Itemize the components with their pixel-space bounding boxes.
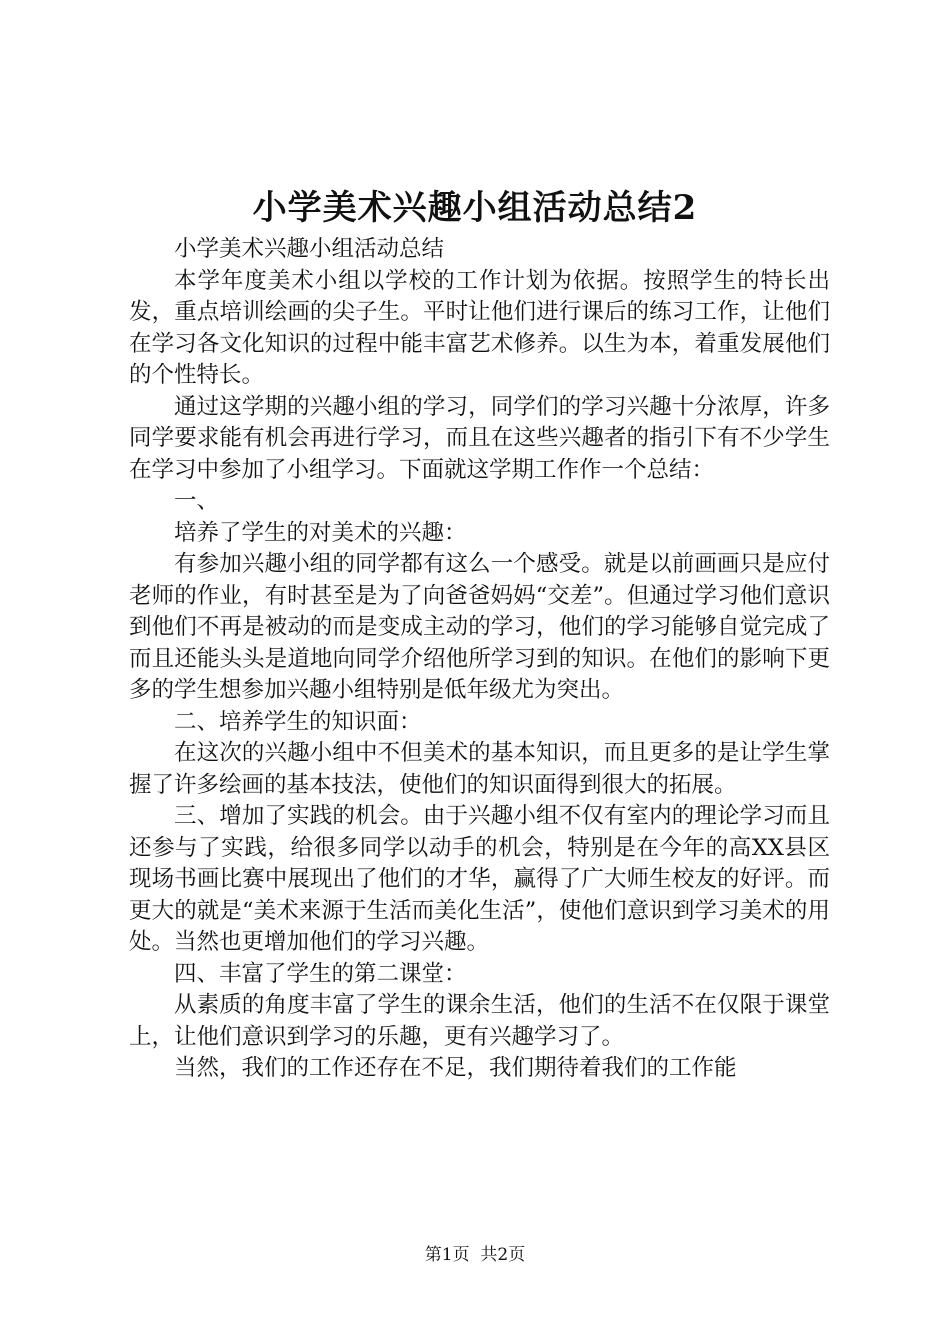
section-heading: 四、丰富了学生的第二课堂： — [174, 960, 467, 987]
body-paragraph: 当然，我们的工作还存在不足，我们期待着我们的工作能 — [174, 1055, 737, 1081]
body-paragraph: 有参加兴趣小组的同学都有这么一个感受。就是以前画画只是应付老师的作业，有时甚至是为了向爸爸妈妈“交差”。但通过学习他们意识到他们不再是被动的而是变成主动的学习，他们的学习能够自觉完成了而且还能头头是道地向同学介绍他所学习到的知识。在他们的影响下更多的学生想参加兴趣小组特别是低年级尤为突出。 — [129, 551, 830, 703]
section-heading: 培养了学生的对美术的兴趣： — [174, 519, 467, 546]
document-title: 小学美术兴趣小组活动总结2 — [252, 188, 698, 228]
body-paragraph: 在这次的兴趣小组中不但美术的基本知识，而且更多的是让学生掌握了许多绘画的基本技法，使他们的知识面得到很大的拓展。 — [129, 740, 830, 798]
section-heading: 一、 — [174, 488, 220, 514]
page-number: 第1页 共2页 — [424, 1245, 526, 1265]
document-body — [129, 234, 830, 1085]
body-paragraph: 三、增加了实践的机会。由于兴趣小组不仅有室内的理论学习而且还参与了实践，给很多同学以动手的机会，特别是在今年的高XX县区现场书画比赛中展现出了他们的才华，赢得了广大师生校友的好评。而更大的就是“美术来源于生活而美化生活”，使他们意识到学习美术的用处。当然也更增加他们的学习兴趣。 — [129, 803, 830, 955]
body-paragraph: 通过这学期的兴趣小组的学习，同学们的学习兴趣十分浓厚，许多同学要求能有机会再进行学习，而且在这些兴趣者的指引下有不少学生在学习中参加了小组学习。下面就这学期工作作一个总结： — [129, 393, 830, 483]
subtitle-paragraph: 小学美术兴趣小组活动总结 — [174, 236, 445, 262]
body-paragraph: 从素质的角度丰富了学生的课余生活，他们的生活不在仅限于课堂上，让他们意识到学习的乐趣，更有兴趣学习了。 — [129, 992, 830, 1050]
section-heading: 二、培养学生的知识面： — [174, 708, 422, 735]
body-paragraph: 本学年度美术小组以学校的工作计划为依据。按照学生的特长出发，重点培训绘画的尖子生。平时让他们进行课后的练习工作，让他们在学习各文化知识的过程中能丰富艺术修养。以生为本，着重发展他们的个性特长。 — [129, 267, 830, 388]
page-footer — [0, 1243, 950, 1267]
